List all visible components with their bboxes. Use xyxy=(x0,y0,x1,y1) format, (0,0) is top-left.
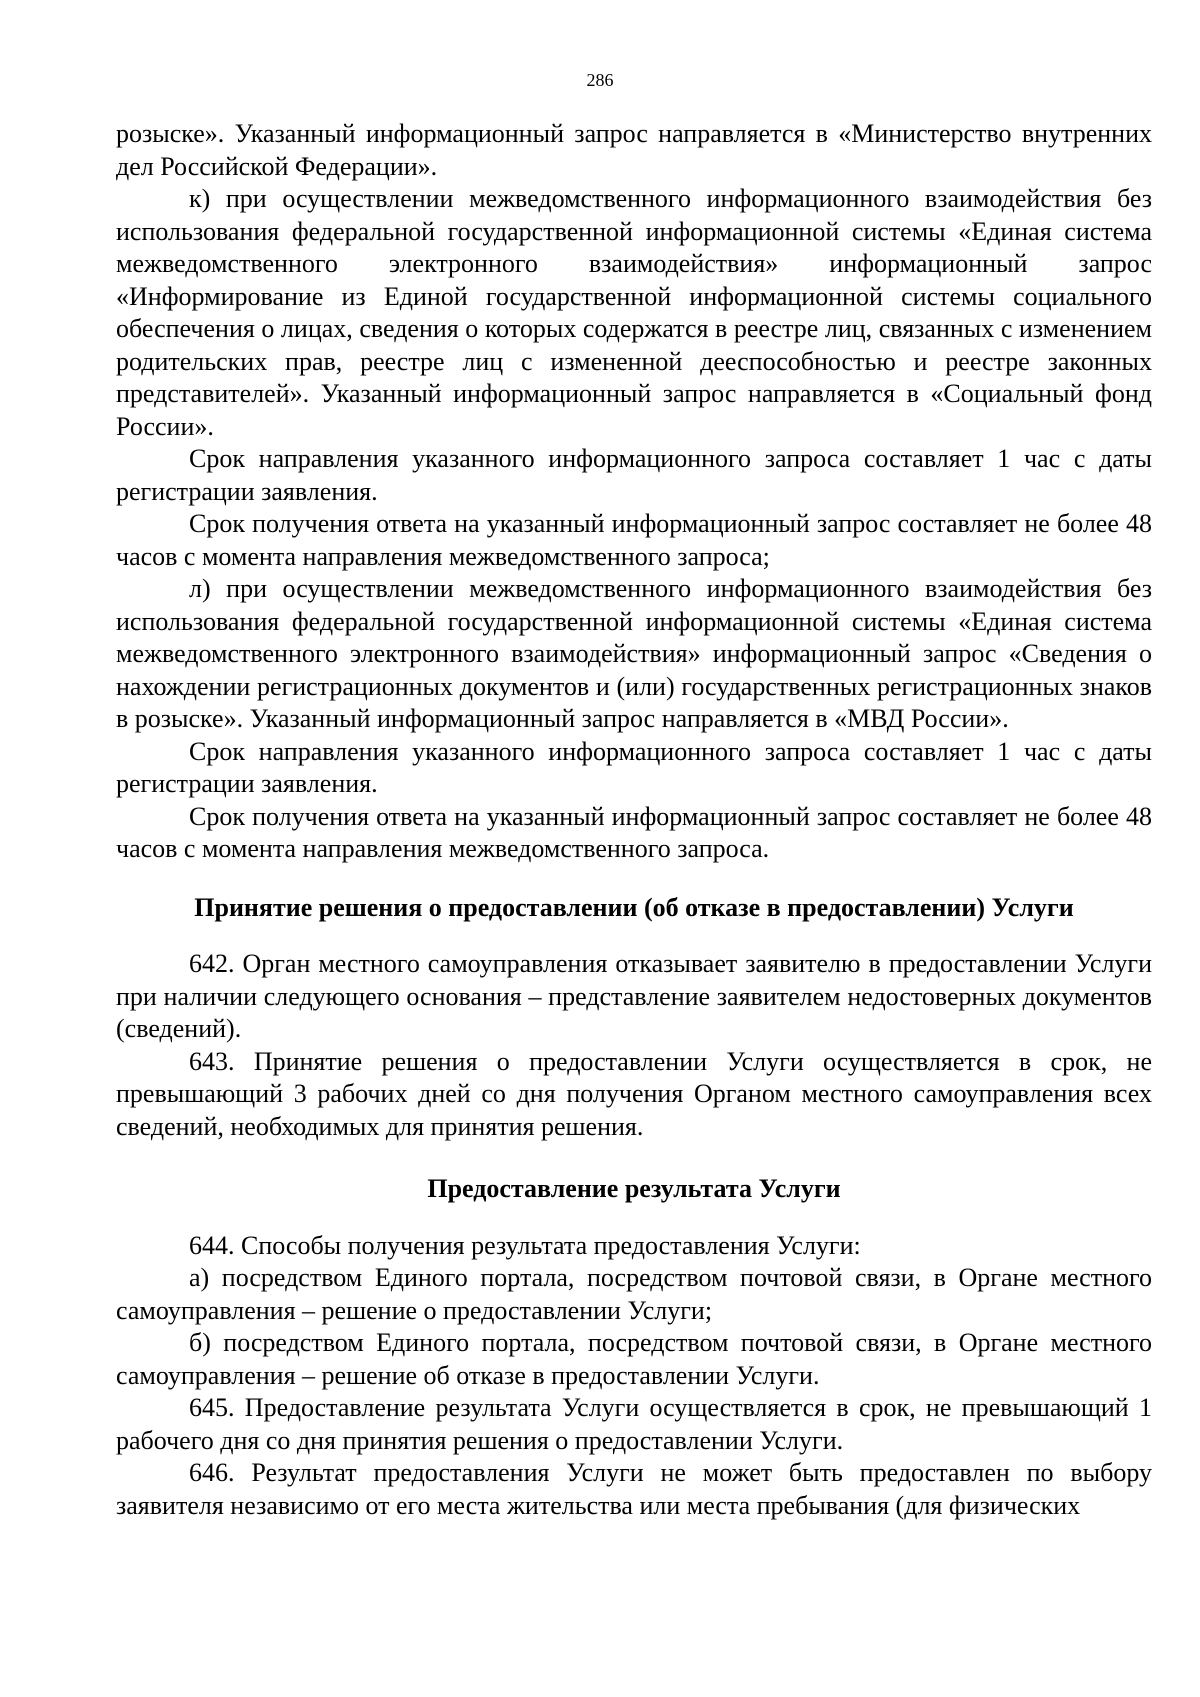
paragraph: л) при осуществлении межведомственного информационного взаимодействия без использования федеральной государственной информационной системы «Единая система межведомственного электронного взаимодействия» информационный запрос «Сведения о нахождении регистрационных документов и (или) государственных регистрационных знаков в розыске». Указанный информационный запрос направляется в «МВД России». xyxy=(116,574,1152,733)
paragraph-642: 642. Орган местного самоуправления отказывает заявителю в предоставлении Услуги при наличии следующего основания – представление заявителем недостоверных документов (сведений). xyxy=(116,949,1152,1043)
page-number: 286 xyxy=(586,70,614,90)
paragraph-645: 645. Предоставление результата Услуги осуществляется в срок, не превышающий 1 рабочего дня со дня принятия решения о предоставлении Услуги. xyxy=(116,1393,1152,1455)
paragraph-644: 644. Способы получения результата предоставления Услуги: xyxy=(189,1230,861,1260)
section-heading-decision: Принятие решения о предоставлении (об отказе в предоставлении) Услуги xyxy=(194,892,1074,922)
section-heading-result: Предоставление результата Услуги xyxy=(427,1174,841,1203)
paragraph: Срок получения ответа на указанный информационный запрос составляет не более 48 часов с момента направления межведомственного запроса; xyxy=(116,509,1152,571)
paragraph: Срок направления указанного информационного запроса составляет 1 час с даты регистрации заявления. xyxy=(116,736,1152,798)
paragraph: Срок получения ответа на указанный информационный запрос составляет не более 48 часов с момента направления межведомственного запроса. xyxy=(116,801,1152,863)
paragraph: к) при осуществлении межведомственного информационного взаимодействия без использования федеральной государственной информационной системы «Единая система межведомственного электронного взаимодействия» информационный запрос «Информирование из Единой государственной информационной системы социального обеспечения о лицах, сведения о которых содержатся в реестре лиц, связанных с изменением родительских прав, реестре лиц с измененной дееспособностью и реестре законных представителей». Указанный информационный запрос направляется в «Социальный фонд России». xyxy=(116,184,1152,441)
paragraph-644-a: а) посредством Единого портала, посредством почтовой связи, в Органе местного самоуправления – решение о предоставлении Услуги; xyxy=(116,1263,1152,1325)
paragraph-643: 643. Принятие решения о предоставлении Услуги осуществляется в срок, не превышающий 3 рабочих дней со дня получения Органом местного самоуправления всех сведений, необходимых для принятия решения. xyxy=(116,1046,1152,1141)
paragraph-644-b: б) посредством Единого портала, посредством почтовой связи, в Органе местного самоуправления – решение об отказе в предоставлении Услуги. xyxy=(116,1328,1152,1390)
document-body xyxy=(116,118,1152,1522)
paragraph: розыске». Указанный информационный запрос направляется в «Министерство внутренних дел Российской Федерации». xyxy=(116,119,1152,181)
paragraph: Срок направления указанного информационного запроса составляет 1 час с даты регистрации заявления. xyxy=(116,444,1152,506)
paragraph-646: 646. Результат предоставления Услуги не может быть предоставлен по выбору заявителя независимо от его места жительства или места пребывания (для физических xyxy=(116,1458,1152,1520)
